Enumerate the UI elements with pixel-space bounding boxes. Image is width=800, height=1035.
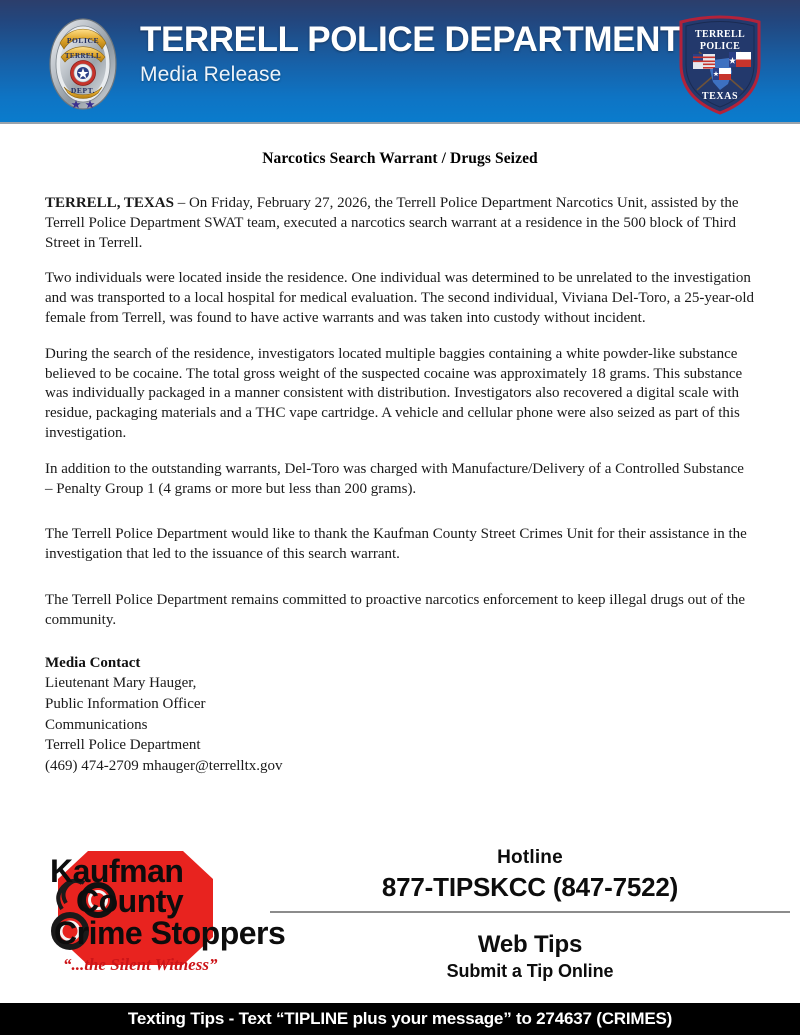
document-body <box>45 150 755 777</box>
dateline-bold: TERRELL, TEXAS <box>45 195 174 211</box>
paragraph-charges: In addition to the outstanding warrants, Del-Toro was charged with Manufacture/Delivery of a Controlled Substance – Penalty Group 1 (4 grams or more but less than 200 grams). <box>45 460 744 497</box>
page-title: TERRELL POLICE DEPARTMENT <box>140 20 681 59</box>
paragraph-individuals: Two individuals were located inside the residence. One individual was determined to be unrelated to the investigation and was transported to a local hospital for medical evaluation. The second individual, Viviana Del-Toro, a 25-year-old female from Terrell, was found to have active warrants and was taken into custody without incident. <box>45 270 755 326</box>
crime-stoppers-line-crime-stoppers: Crime Stoppers <box>54 915 286 951</box>
police-oval-badge-icon <box>48 17 118 111</box>
svg-text:TEXAS: TEXAS <box>701 91 739 102</box>
crime-stoppers-line-kaufman: Kaufman <box>50 853 184 889</box>
media-contact-heading: Media Contact <box>45 654 141 671</box>
hotline-phone-number[interactable]: 877-TIPSKCC (847-7522) <box>381 872 679 902</box>
page-footer <box>0 845 800 1005</box>
page-header-banner <box>0 0 800 124</box>
kaufman-county-crime-stoppers-logo <box>28 845 286 985</box>
texting-tips-bar: Texting Tips - Text “TIPLINE plus your message” to 274637 (CRIMES) <box>0 1003 800 1035</box>
header-title-group <box>140 22 681 87</box>
crime-stoppers-line-county: County <box>76 883 184 919</box>
paragraph-commitment: The Terrell Police Department remains committed to proactive narcotics enforcement to keep illegal drugs out of the community. <box>45 591 746 628</box>
svg-text:POLICE: POLICE <box>699 41 741 52</box>
web-tips-label: Web Tips <box>477 931 583 958</box>
svg-text:TERRELL: TERRELL <box>64 52 102 60</box>
media-contact-phone-email: (469) 474-2709 mhauger@terrelltx.gov <box>45 757 283 774</box>
web-tips-sublabel[interactable]: Submit a Tip Online <box>446 961 614 981</box>
paragraph-intro <box>45 194 755 253</box>
paragraph-acknowledgement: The Terrell Police Department would like to thank the Kaufman County Street Crimes Unit for their assistance in the investigation that led to the issuance of this search warrant. <box>45 526 747 563</box>
svg-text:POLICE: POLICE <box>66 36 100 45</box>
media-contact-role: Public Information Officer <box>45 695 206 712</box>
paragraph-intro-text: – On Friday, February 27, 2026, the Terrell Police Department Narcotics Unit, assisted by the Terrell Police Department SWAT team, executed a narcotics search warrant at a residence in the 500 block of Third Street in Terrell. <box>45 195 739 251</box>
page-subtitle: Media Release <box>140 62 282 86</box>
svg-text:TERRELL: TERRELL <box>695 29 745 40</box>
svg-text:DEPT.: DEPT. <box>70 86 96 95</box>
footer-divider <box>270 911 790 913</box>
paragraph-search-findings: During the search of the residence, investigators located multiple baggies containing a white powder-like substance believed to be cocaine. The total gross weight of the suspected cocaine was approximately 18 grams. This substance was individually packaged in a manner consistent with distribution. Investigators also recovered a digital scale with residue, packaging materials and a THC vape cartridge. A vehicle and cellular phone were also seized as part of this investigation. <box>45 345 743 441</box>
media-contact-division: Communications <box>45 716 148 733</box>
tips-contact-block <box>270 847 790 982</box>
police-shield-patch-icon <box>673 12 767 116</box>
media-contact-name: Lieutenant Mary Hauger, <box>45 675 197 692</box>
media-contact-agency: Terrell Police Department <box>45 737 201 754</box>
hotline-label: Hotline <box>497 847 563 868</box>
crime-stoppers-tagline: “...the Silent Witness” <box>63 955 218 974</box>
release-headline: Narcotics Search Warrant / Drugs Seized <box>262 150 538 167</box>
